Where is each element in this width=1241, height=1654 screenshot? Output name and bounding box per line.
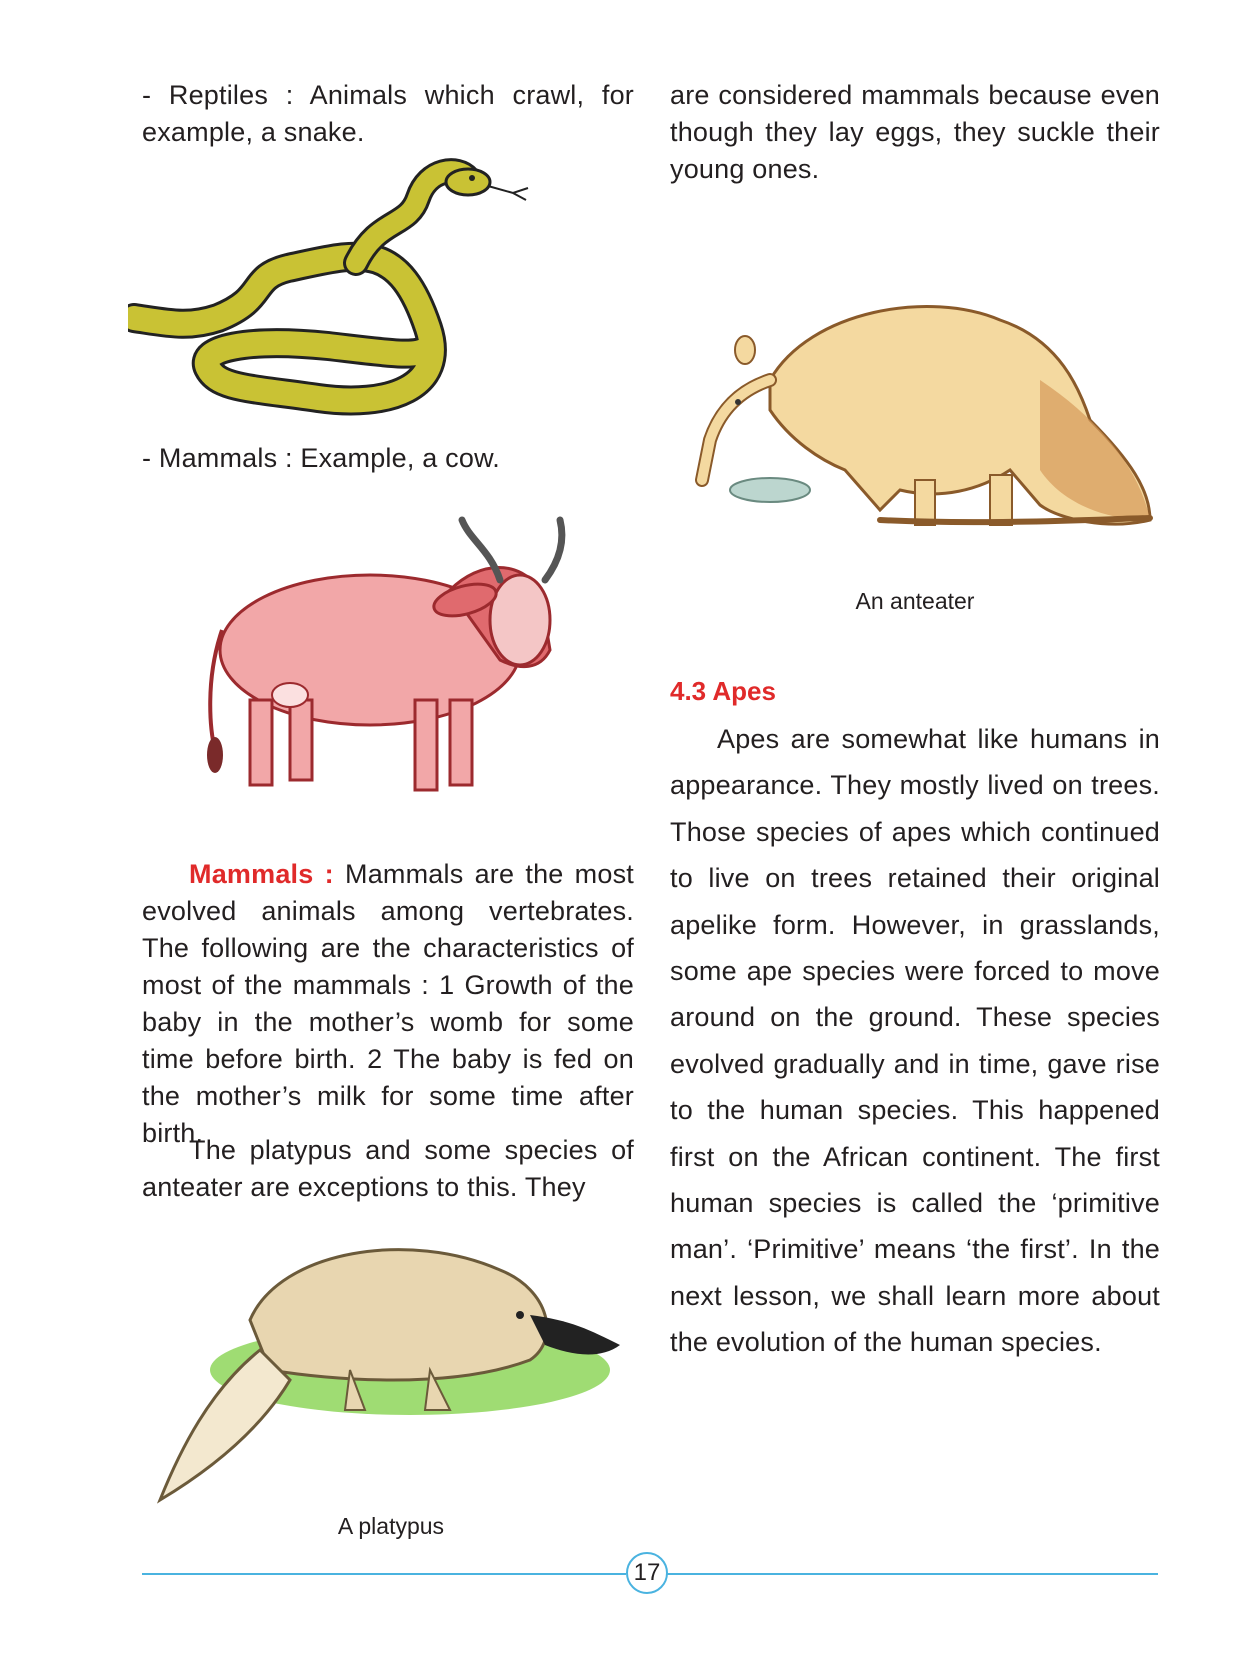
mammals-paragraph: Mammals : Mammals are the most evolved animals among vertebrates. The following are the characteristics of most of the mammals : 1 Growth of the baby in the mother’s womb for some time before birth. 2 The baby is fed on the mother’s milk for some time after birth. (142, 859, 634, 1148)
anteater-illustration (680, 290, 1160, 560)
reptiles-paragraph: - Reptiles : Animals which crawl, for example, a snake. (142, 80, 634, 147)
mammals-example: - Mammals : Example, a cow. (142, 443, 500, 473)
page-number: 17 (626, 1552, 668, 1594)
anteater-caption: An anteater (855, 588, 975, 614)
section-heading-apes: 4.3 Apes (670, 676, 776, 706)
continuation-paragraph: are considered mammals because even though they lay eggs, they suckle their young ones. (670, 80, 1160, 184)
apes-paragraph: Apes are somewhat like humans in appearance. They mostly lived on trees. Those species of apes which continued to live on trees retained their original apelike form. However, in grasslands, some ape species were forced to move around on the ground. These species evolved gradually and in time, gave rise to the human species. This happened first on the African continent. The first human species is called the ‘primitive man’. ‘Primitive’ means ‘the first’. In the next lesson, we shall learn more about the evolution of the human species. (670, 724, 1160, 1358)
footer-rule-left (142, 1573, 626, 1575)
cow-illustration (200, 500, 580, 810)
platypus-caption: A platypus (337, 1513, 445, 1539)
footer-rule-right (666, 1573, 1158, 1575)
mammals-heading: Mammals : (189, 859, 334, 889)
platypus-paragraph: The platypus and some species of anteater are exceptions to this. They (142, 1135, 634, 1202)
snake-illustration (128, 158, 538, 428)
platypus-illustration (150, 1220, 630, 1510)
